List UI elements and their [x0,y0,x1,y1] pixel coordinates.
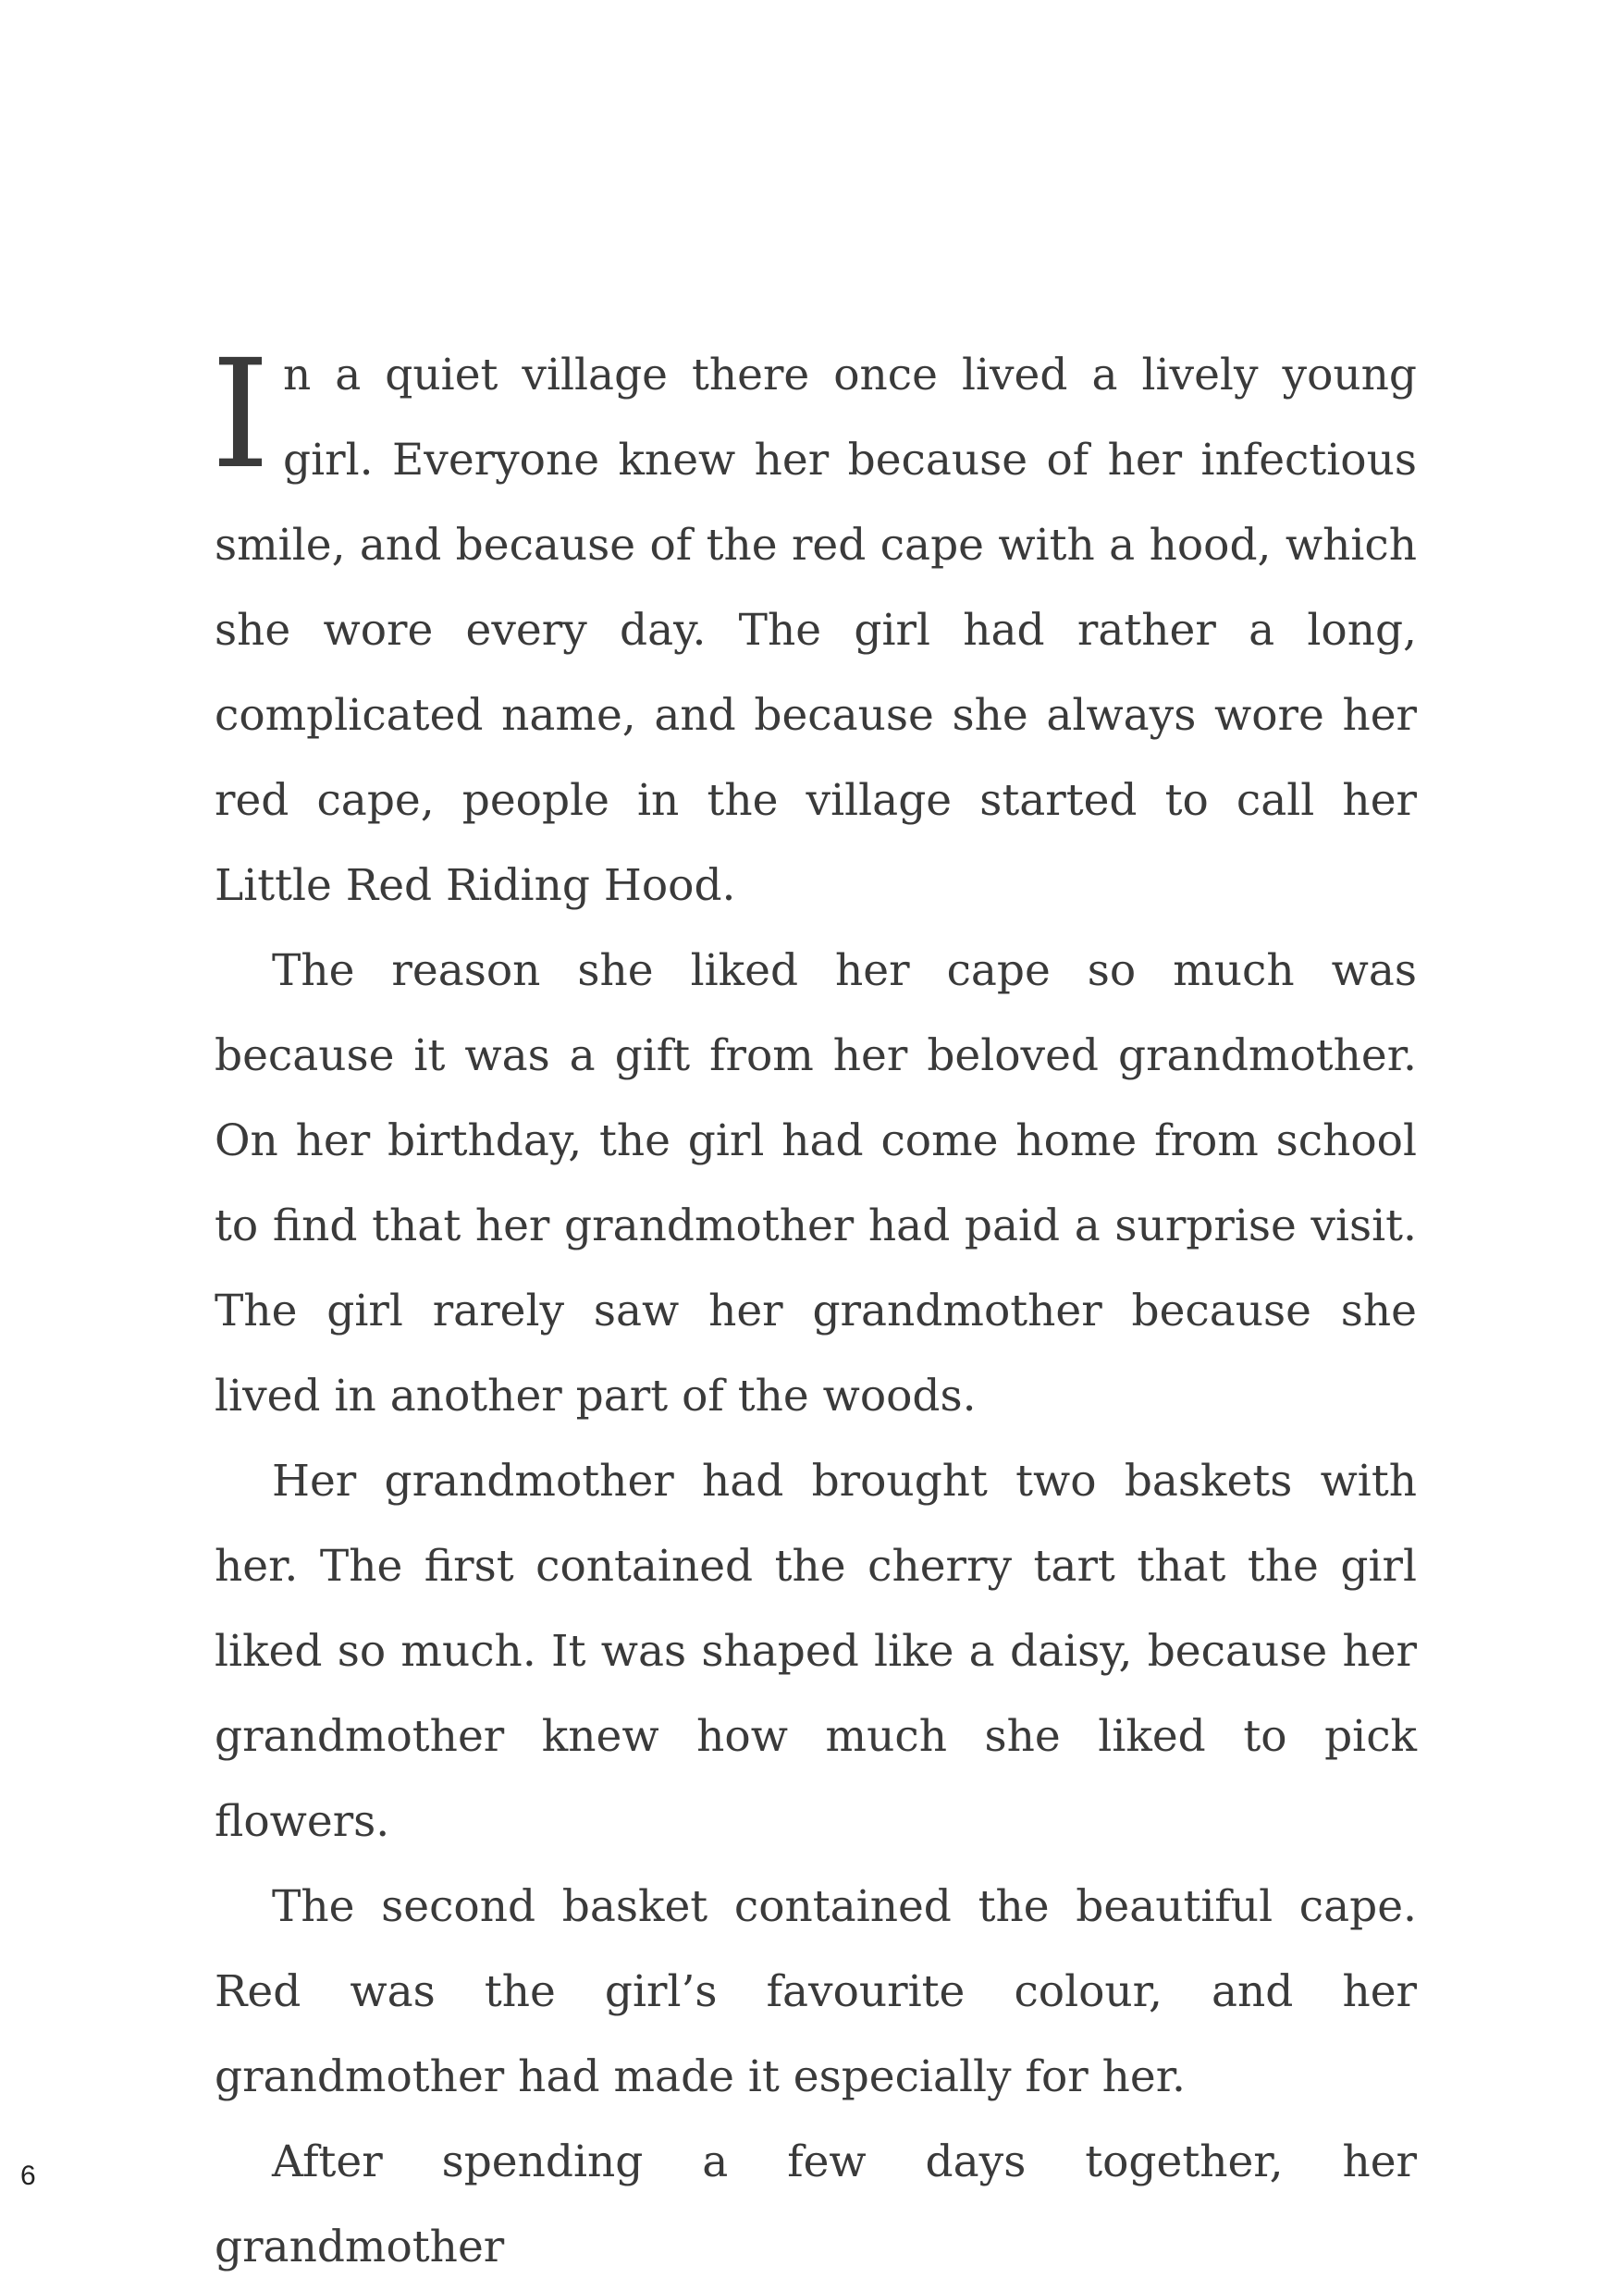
drop-cap-letter: I [211,328,270,502]
story-text [211,328,1417,2290]
page-number: 6 [20,2161,36,2191]
paragraph-4: The second basket contained the beautiful cape. Red was the girl’s favourite colour, and her grandmother had made it especially for her. [215,1881,1417,2102]
paragraph-3: Her grandmother had brought two baskets with her. The first contained the cherry tart that the girl liked so much. It was shaped like a daisy, because her grandmother knew how much she liked to pick flowers. [215,1456,1417,1847]
paragraph-5: After spending a few days together, her grandmother [215,2136,1417,2272]
paragraph-2: The reason she liked her cape so much was because it was a gift from her beloved grandmother. On her birthday, the girl had come home from school to find that her grandmother had paid a surprise visit. The girl rarely saw her grandmother because she lived in another part of the woods. [215,945,1417,1422]
paragraph-1 [211,328,1417,929]
paragraph-1-text: n a quiet village there once lived a lively young girl. Everyone knew her because of her infectious smile, and because of the red cape with a hood, which she wore every day. The girl had rather a long, complicated name, and because she always wore her red cape, people in the village started to call her Little Red Riding Hood. [215,350,1417,911]
